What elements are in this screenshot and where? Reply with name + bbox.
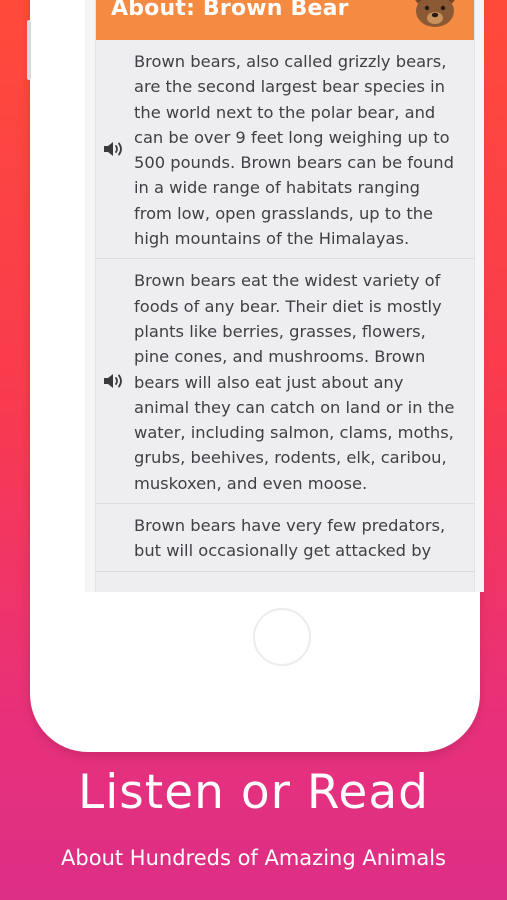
home-button[interactable]	[253, 608, 311, 666]
speaker-icon[interactable]	[103, 373, 125, 389]
paragraph-row[interactable]	[96, 40, 474, 259]
promo-headline: Listen or Read	[78, 765, 429, 820]
phone-side-button	[27, 20, 31, 80]
bear-icon	[412, 0, 458, 29]
card-header	[96, 0, 474, 40]
speaker-icon[interactable]	[103, 141, 125, 157]
phone-screen	[85, 0, 484, 592]
about-card	[95, 0, 475, 592]
paragraph-text: Brown bears have very few predators, but will occasionally get attacked by	[134, 516, 446, 561]
paragraph-text: Brown bears, also called grizzly bears, are the second largest bear species in the world next to the polar bear, and can be over 9 feet long weighing up to 500 pounds. Brown bears can be found in a wide range of habitats ranging from low, open grasslands, up to the high mountains of the Himalayas.	[134, 52, 454, 249]
paragraph-row[interactable]	[96, 259, 474, 504]
phone-frame	[30, 0, 480, 752]
paragraph-text: Brown bears eat the widest variety of foods of any bear. Their diet is mostly plants like berries, grasses, flowers, pine cones, and mushrooms. Brown bears will also eat just about any animal they can catch on land or in the water, including salmon, clams, moths, grubs, beehives, rodents, elk, caribou, muskoxen, and even moose.	[134, 271, 455, 493]
promo-subline: About Hundreds of Amazing Animals	[61, 846, 446, 870]
paragraph-list	[96, 40, 474, 572]
card-title: About: Brown Bear	[111, 0, 349, 21]
paragraph-row[interactable]	[96, 504, 474, 572]
